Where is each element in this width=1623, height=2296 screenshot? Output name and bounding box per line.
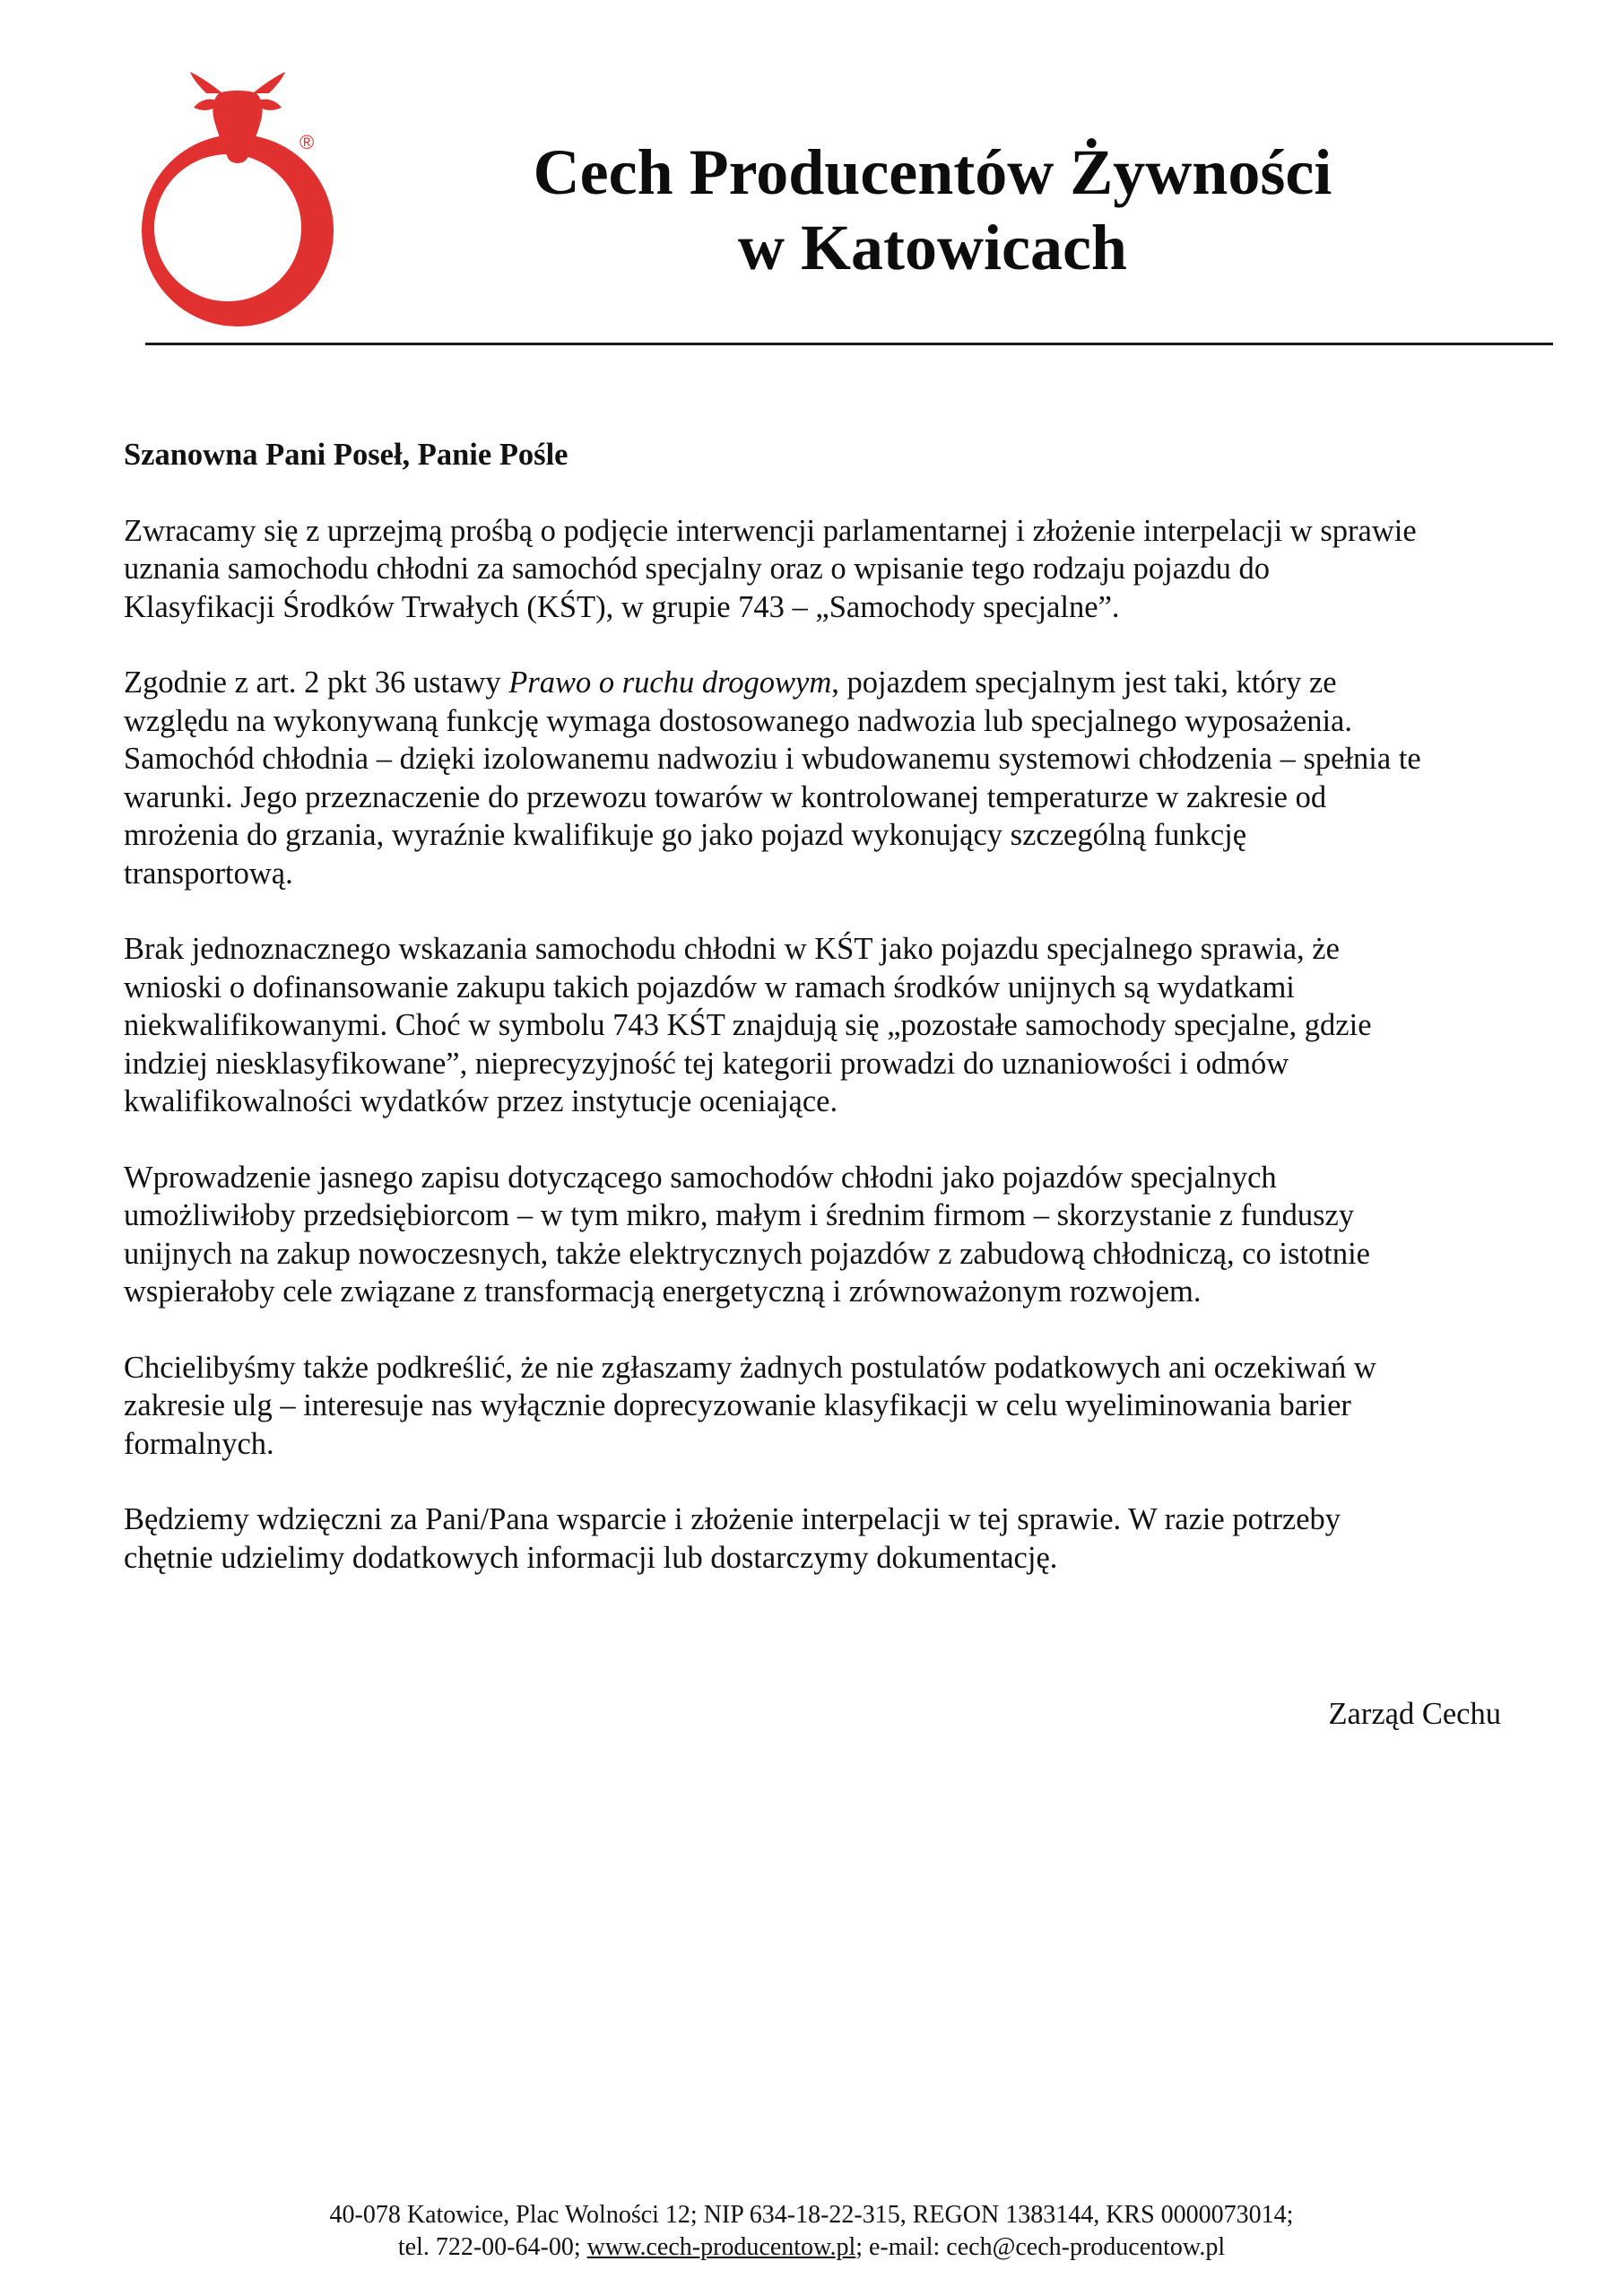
paragraph-4	[124, 1159, 1523, 1311]
footer-phone: tel. 722-00-64-00;	[397, 2233, 587, 2261]
footer	[0, 2199, 1623, 2264]
registered-mark-icon: ®	[299, 131, 315, 153]
title-line-2: w Katowicach	[738, 212, 1127, 283]
paragraph-line: warunki. Jego przeznaczenie do przewozu towarów w kontrolowanej temperaturze w zakresie od	[124, 779, 1327, 814]
title-line-1: Cech Producentów Żywności	[533, 136, 1332, 208]
paragraph-line	[124, 664, 1523, 702]
paragraph-3	[124, 930, 1523, 1121]
paragraph-line: unijnych na zakup nowoczesnych, także elektrycznych pojazdów z zabudową chłodniczą, co istotnie	[124, 1236, 1370, 1271]
paragraph-line: Zwracamy się z uprzejmą prośbą o podjęcie interwencji parlamentarnej i złożenie interpelacji w sprawie	[124, 513, 1417, 548]
paragraph-line: chętnie udzielimy dodatkowych informacji lub dostarczymy dokumentację.	[124, 1540, 1058, 1575]
paragraph-1	[124, 512, 1523, 627]
paragraph-text: Zgodnie z art. 2 pkt 36 ustawy	[124, 665, 509, 700]
paragraph-line: niekwalifikowanymi. Choć w symbolu 743 KŚT znajdują się „pozostałe samochody specjalne, gdzie	[124, 1008, 1372, 1042]
footer-contact	[0, 2231, 1623, 2264]
paragraph-line: Będziemy wdzięczni za Pani/Pana wsparcie i złożenie interpelacji w tej sprawie. W razie potrzeby	[124, 1502, 1341, 1536]
header-divider	[145, 343, 1553, 345]
paragraph-line: Chcielibyśmy także podkreślić, że nie zgłaszamy żadnych postulatów podatkowych ani oczekiwań w	[124, 1350, 1376, 1385]
paragraph-line: umożliwiłoby przedsiębiorcom – w tym mikro, małym i średnim firmom – skorzystanie z funduszy	[124, 1198, 1355, 1232]
paragraph-6	[124, 1500, 1523, 1577]
paragraph-5	[124, 1349, 1523, 1464]
paragraph-line: zakresie ulg – interesuje nas wyłącznie doprecyzowanie klasyfikacji w celu wyeliminowania barier	[124, 1388, 1351, 1422]
salutation: Szanowna Pani Poseł, Panie Pośle	[124, 438, 568, 472]
paragraph-line: Klasyfikacji Środków Trwałych (KŚT), w grupie 743 – „Samochody specjalne”.	[124, 589, 1120, 624]
law-title: Prawo o ruchu drogowym	[508, 665, 832, 700]
page-title	[395, 135, 1471, 285]
footer-address: 40-078 Katowice, Plac Wolności 12; NIP 634-18-22-315, REGON 1383144, KRS 0000073014;	[329, 2201, 1294, 2229]
paragraph-line: względu na wykonywaną funkcję wymaga dostosowanego nadwozia lub specjalnego wyposażenia.	[124, 703, 1352, 738]
paragraph-line: transportową.	[124, 856, 293, 891]
paragraph-line: mrożenia do grzania, wyraźnie kwalifikuje go jako pojazd wykonujący szczególną funkcję	[124, 818, 1247, 852]
paragraph-line: wspierałoby cele związane z transformacją energetyczną i zrównoważonym rozwojem.	[124, 1274, 1202, 1309]
paragraph-line: Brak jednoznacznego wskazania samochodu chłodni w KŚT jako pojazdu specjalnego sprawia, że	[124, 932, 1340, 966]
paragraph-text: , pojazdem specjalnym jest taki, który ze	[831, 665, 1337, 700]
footer-separator: ; e-mail:	[855, 2233, 947, 2261]
email-text: cech@cech-producentow.pl	[946, 2233, 1226, 2261]
paragraph-2	[124, 664, 1523, 892]
website-link[interactable]: www.cech-producentow.pl	[586, 2233, 856, 2261]
paragraph-line: uznania samochodu chłodni za samochód specjalny oraz o wpisanie tego rodzaju pojazdu do	[124, 552, 1270, 586]
bull-head-circle-logo	[135, 72, 341, 332]
paragraph-line: wnioski o dofinansowanie zakupu takich pojazdów w ramach środków unijnych są wydatkami	[124, 970, 1295, 1004]
paragraph-line: formalnych.	[124, 1426, 274, 1461]
paragraph-line: Samochód chłodnia – dzięki izolowanemu nadwoziu i wbudowanemu systemowi chłodzenia – spełnia te	[124, 742, 1421, 776]
paragraph-line: indziej niesklasyfikowane”, nieprecyzyjność tej kategorii prowadzi do uznaniowości i odmów	[124, 1046, 1289, 1081]
paragraph-line: kwalifikowalności wydatków przez instytucje oceniające.	[124, 1084, 838, 1118]
paragraph-line: Wprowadzenie jasnego zapisu dotyczącego samochodów chłodni jako pojazdów specjalnych	[124, 1160, 1277, 1195]
letter-body	[124, 436, 1523, 1614]
signature: Zarząd Cechu	[1328, 1697, 1501, 1731]
